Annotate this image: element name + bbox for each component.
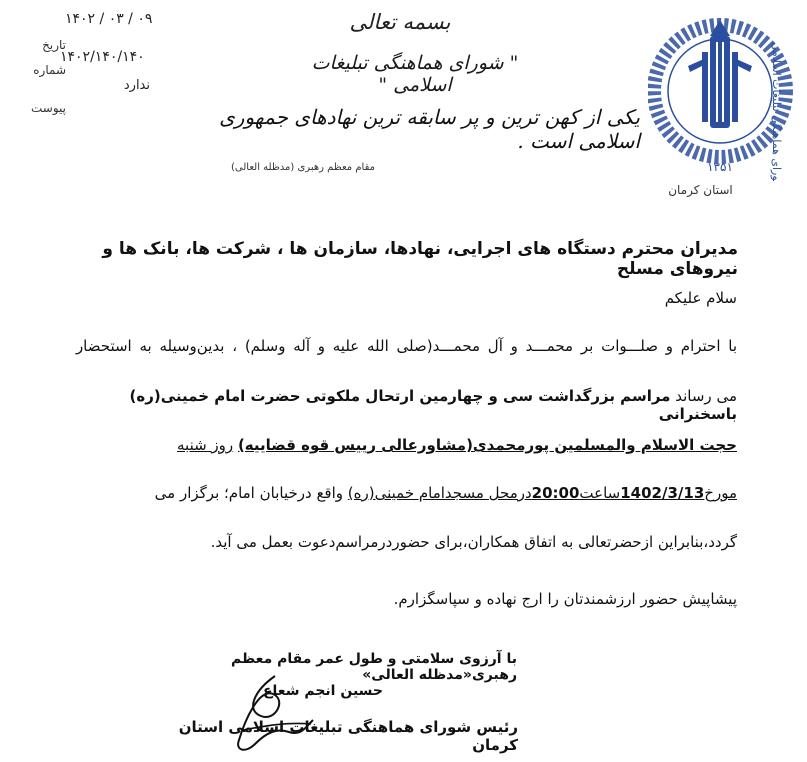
signature-drawing (215, 670, 325, 758)
recipient-heading: مدیران محترم دستگاه های اجرایی، نهادها، سازمان ها ، شرکت ها، بانک ها و نیروهای مسلح (102, 239, 738, 279)
signer-name: حسین انجم شعاع (262, 683, 383, 699)
handwritten-signature-icon (215, 670, 325, 758)
motto-text: یکی از کهن ترین و پر سابقه ترین نهادهای جمهوری اسلامی است . (219, 105, 640, 153)
council-name: " شورای هماهنگی تبلیغات اسلامی " (311, 52, 519, 96)
speaker-name: حجت الاسلام والمسلمین پورمحمدی(مشاورعالی رییس قوه قضاییه) (237, 436, 737, 454)
paragraph-line-5: گردد،بنابراین ازحضرتعالی به اتفاق همکاران،برای حضوردرمراسم‌دعوت بعمل می آید. (210, 533, 737, 551)
place-tail: واقع درخیابان امام؛ برگزار می (154, 484, 344, 502)
time-prefix: ساعت (579, 484, 621, 502)
attachment-value: ندارد (123, 78, 150, 93)
paragraph-line-4 (57, 484, 737, 502)
paragraph-line-1: با احترام و صلـــوات بر محمـــد و آل محمـــد(صلی الله علیه و آله وسلم) ، بدین‌وسیله به استحضار (75, 337, 737, 355)
bismillah-heading: بسمه تعالی (349, 10, 451, 34)
council-logo (648, 6, 798, 181)
logo-year-text: ۱۳۵۱ (707, 160, 733, 174)
council-emblem-icon (648, 6, 798, 181)
date-value: ۱۴۰۲ / ۰۳ / ۰۹ (65, 11, 153, 27)
date-label: تاریخ (42, 38, 66, 52)
province-label: استان کرمان (668, 183, 733, 197)
number-label: شماره (33, 63, 66, 77)
event-time: 20:00 (531, 484, 580, 502)
paragraph-line-3 (57, 436, 737, 454)
paragraph-line-2 (57, 387, 737, 423)
signer-title: رئیس شورای هماهنگی تبلیغات اسلامی استان کرمان (178, 718, 518, 754)
closing-wish: با آرزوی سلامتی و طول عمر مقام معظم رهبری«مدظله العالی» (231, 651, 517, 683)
event-place: درمحل مسجدامام خمینی(ره) (347, 484, 532, 502)
ceremony-title: مراسم بزرگداشت سی و چهارمین ارتحال ملکوتی حضرت امام خمینی(ره) باسخنرانی (129, 387, 737, 423)
number-value: ۱۴۰۲/۱۴۰/۱۴۰ (60, 49, 145, 65)
motto-source: مقام معظم رهبری (مدظله العالی) (231, 162, 375, 173)
day-text: روز شنبه (177, 436, 234, 454)
logo-name-text: شورای هماهنگی تبلیغات اسلامی (770, 41, 783, 181)
event-date: 1402/3/13 (620, 484, 705, 502)
line2-prefix: می رساند (675, 387, 737, 405)
attachment-label: پیوست (31, 101, 66, 115)
salutation: سلام علیکم (664, 289, 737, 307)
closing-line: پیشاپیش حضور ارزشمندتان را ارج نهاده و سپاسگزارم. (393, 590, 737, 608)
date-prefix: مورخ (704, 484, 737, 502)
